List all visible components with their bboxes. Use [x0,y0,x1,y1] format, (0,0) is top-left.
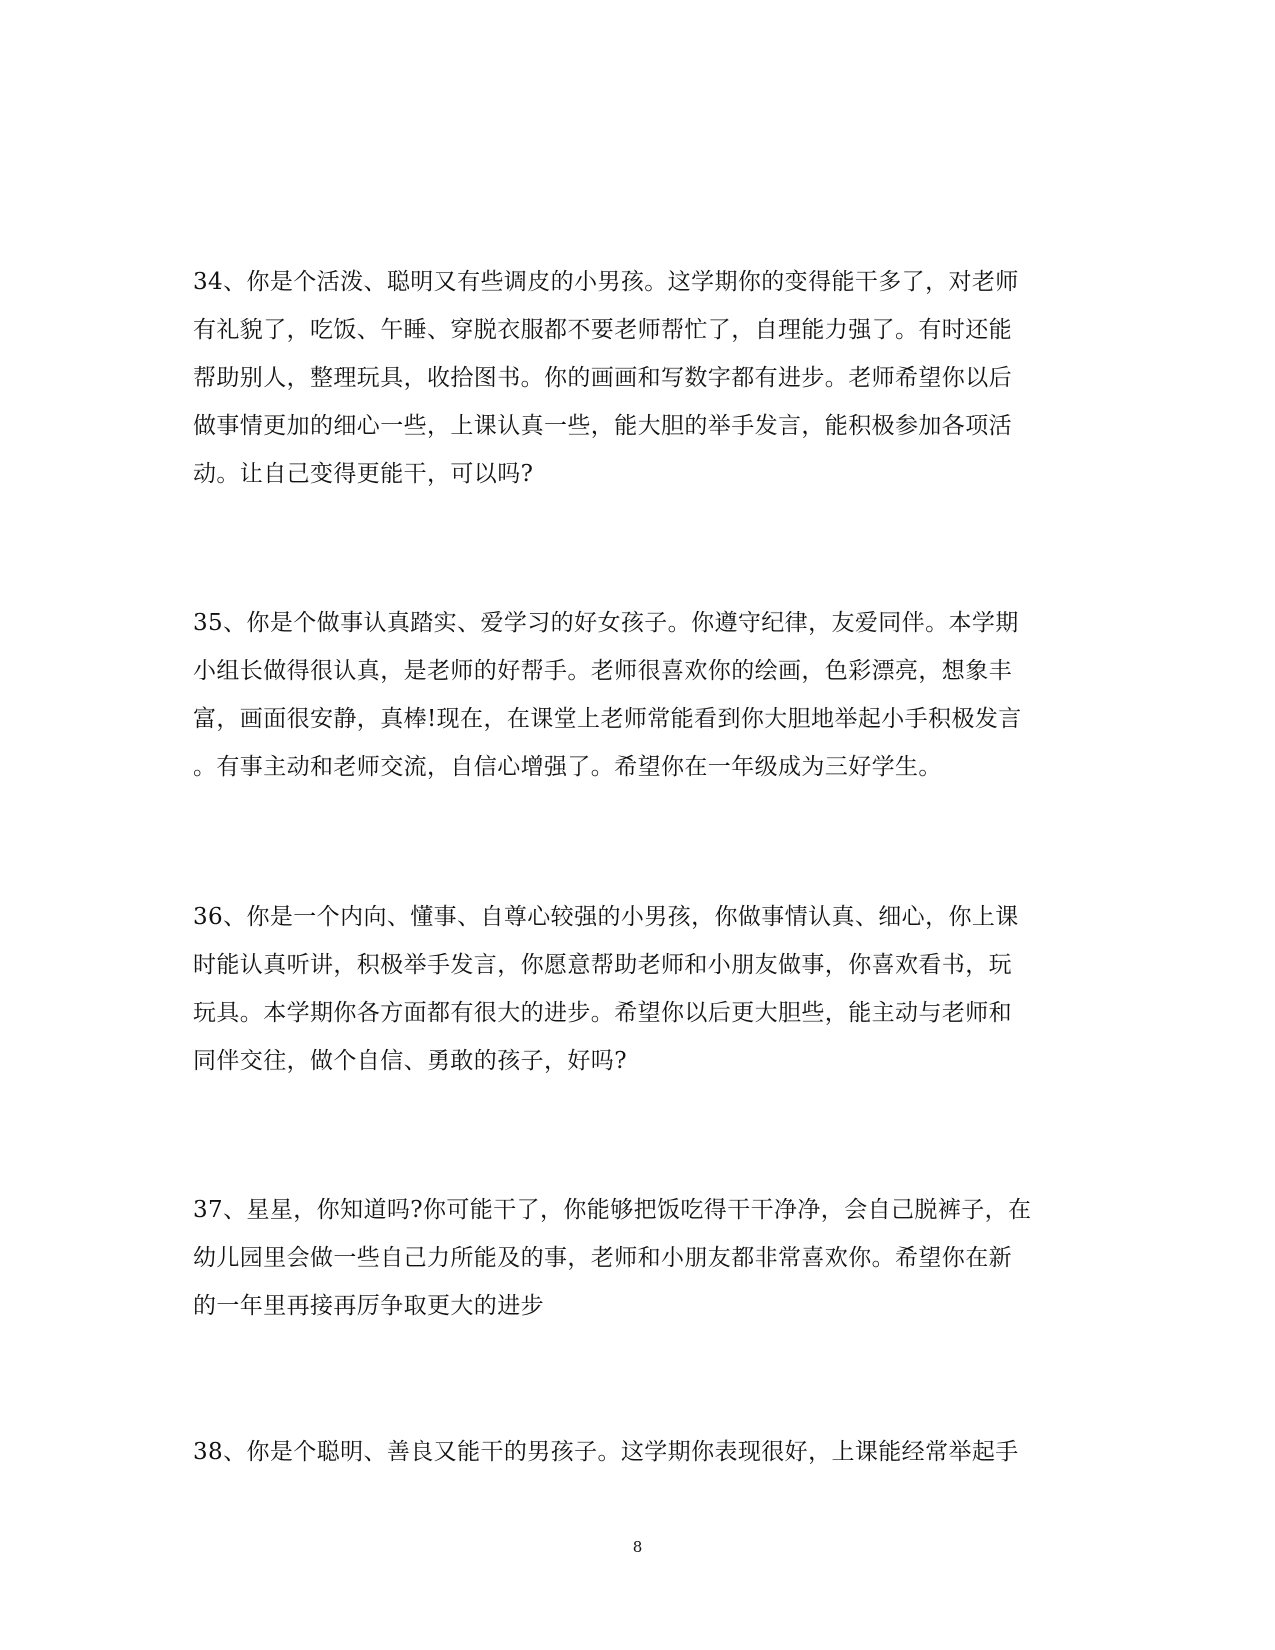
paragraph-line: 有礼貌了，吃饭、午睡、穿脱衣服都不要老师帮忙了，自理能力强了。有时还能 [193,317,1012,343]
paragraph-line: 富，画面很安静，真棒!现在，在课堂上老师常能看到你大胆地举起小手积极发言 [193,706,1022,732]
paragraph-line: 34、你是个活泼、聪明又有些调皮的小男孩。这学期你的变得能干多了，对老师 [193,269,1019,295]
paragraph-line: 37、星星，你知道吗?你可能干了，你能够把饭吃得干干净净，会自己脱裤子，在 [193,1197,1032,1223]
page-number: 8 [632,1538,643,1556]
paragraph-35 [193,599,1083,791]
paragraph-line: 做事情更加的细心一些，上课认真一些，能大胆的举手发言，能积极参加各项活 [193,413,1012,439]
paragraph-line: 幼儿园里会做一些自己力所能及的事，老师和小朋友都非常喜欢你。希望你在新 [193,1245,1012,1271]
paragraph-line: 38、你是个聪明、善良又能干的男孩子。这学期你表现很好，上课能经常举起手 [193,1439,1019,1465]
paragraph-line: 帮助别人，整理玩具，收拾图书。你的画画和写数字都有进步。老师希望你以后 [193,365,1012,391]
paragraph-36 [193,893,1083,1085]
paragraph-37 [193,1186,1083,1330]
paragraph-34 [193,258,1083,498]
paragraph-line: 的一年里再接再厉争取更大的进步 [193,1293,544,1319]
paragraph-line: 动。让自己变得更能干，可以吗? [193,461,534,487]
paragraph-line: 。有事主动和老师交流，自信心增强了。希望你在一年级成为三好学生。 [193,754,942,780]
paragraph-line: 同伴交往，做个自信、勇敢的孩子，好吗? [193,1048,627,1074]
paragraph-line: 35、你是个做事认真踏实、爱学习的好女孩子。你遵守纪律，友爱同伴。本学期 [193,610,1019,636]
paragraph-38 [193,1428,1083,1476]
paragraph-line: 小组长做得很认真，是老师的好帮手。老师很喜欢你的绘画，色彩漂亮，想象丰 [193,658,1012,684]
paragraph-line: 时能认真听讲，积极举手发言，你愿意帮助老师和小朋友做事，你喜欢看书，玩 [193,952,1012,978]
paragraph-line: 36、你是一个内向、懂事、自尊心较强的小男孩，你做事情认真、细心，你上课 [193,904,1019,930]
paragraph-line: 玩具。本学期你各方面都有很大的进步。希望你以后更大胆些，能主动与老师和 [193,1000,1012,1026]
